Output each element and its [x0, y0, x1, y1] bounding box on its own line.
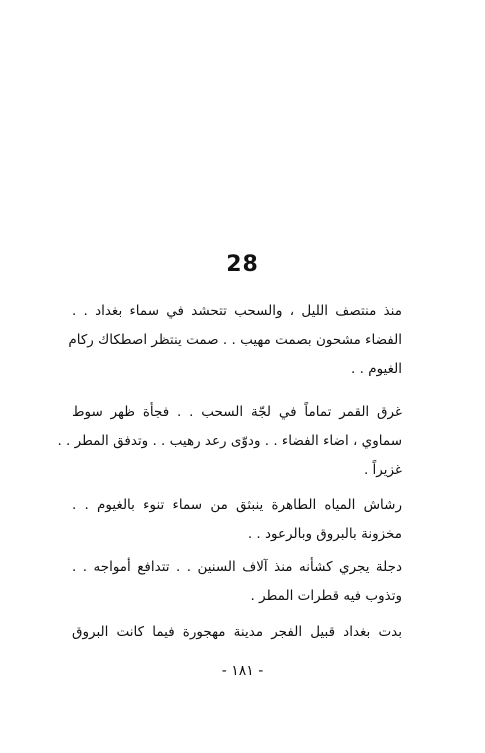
text-line: الفضاء مشحون بصمت مهيب . . صمت ينتظر اصطكاك ركام: [68, 332, 402, 348]
page-number: - ١٨١ -: [221, 663, 264, 679]
paragraph-1: [68, 297, 402, 384]
text-line: رشاش المياه الطاهرة ينبثق من سماء تنوء بالغيوم . .: [72, 497, 402, 513]
text-line: دجلة يجري كشأنه منذ آلاف السنين . . تتدافع أمواجه . .: [72, 559, 402, 575]
paragraph-2: [57, 398, 402, 485]
text-line: غرق القمر تماماً في لجّة السحب . . فجأة ظهر سوط: [72, 404, 402, 420]
text-line: الغيوم . .: [351, 361, 402, 377]
text-line: غزيراً .: [363, 462, 402, 478]
text-line: بدت بغداد قبيل الفجر مدينة مهجورة فيما كانت البروق: [72, 624, 402, 640]
text-line: منذ منتصف الليل ، والسحب تتحشد في سماء بغداد . .: [72, 303, 402, 319]
text-line: وتذوب فيه قطرات المطر .: [250, 588, 402, 604]
paragraph-5: [72, 618, 402, 647]
chapter-number: 28: [226, 252, 259, 277]
text-line: مخزونة بالبروق وبالرعود . .: [247, 526, 402, 542]
paragraph-3: [72, 491, 402, 549]
text-line: سماوي ، اضاء الفضاء . . ودوّى رعد رهيب . . وتدفق المطر . .: [57, 433, 402, 449]
paragraph-4: [72, 553, 402, 611]
